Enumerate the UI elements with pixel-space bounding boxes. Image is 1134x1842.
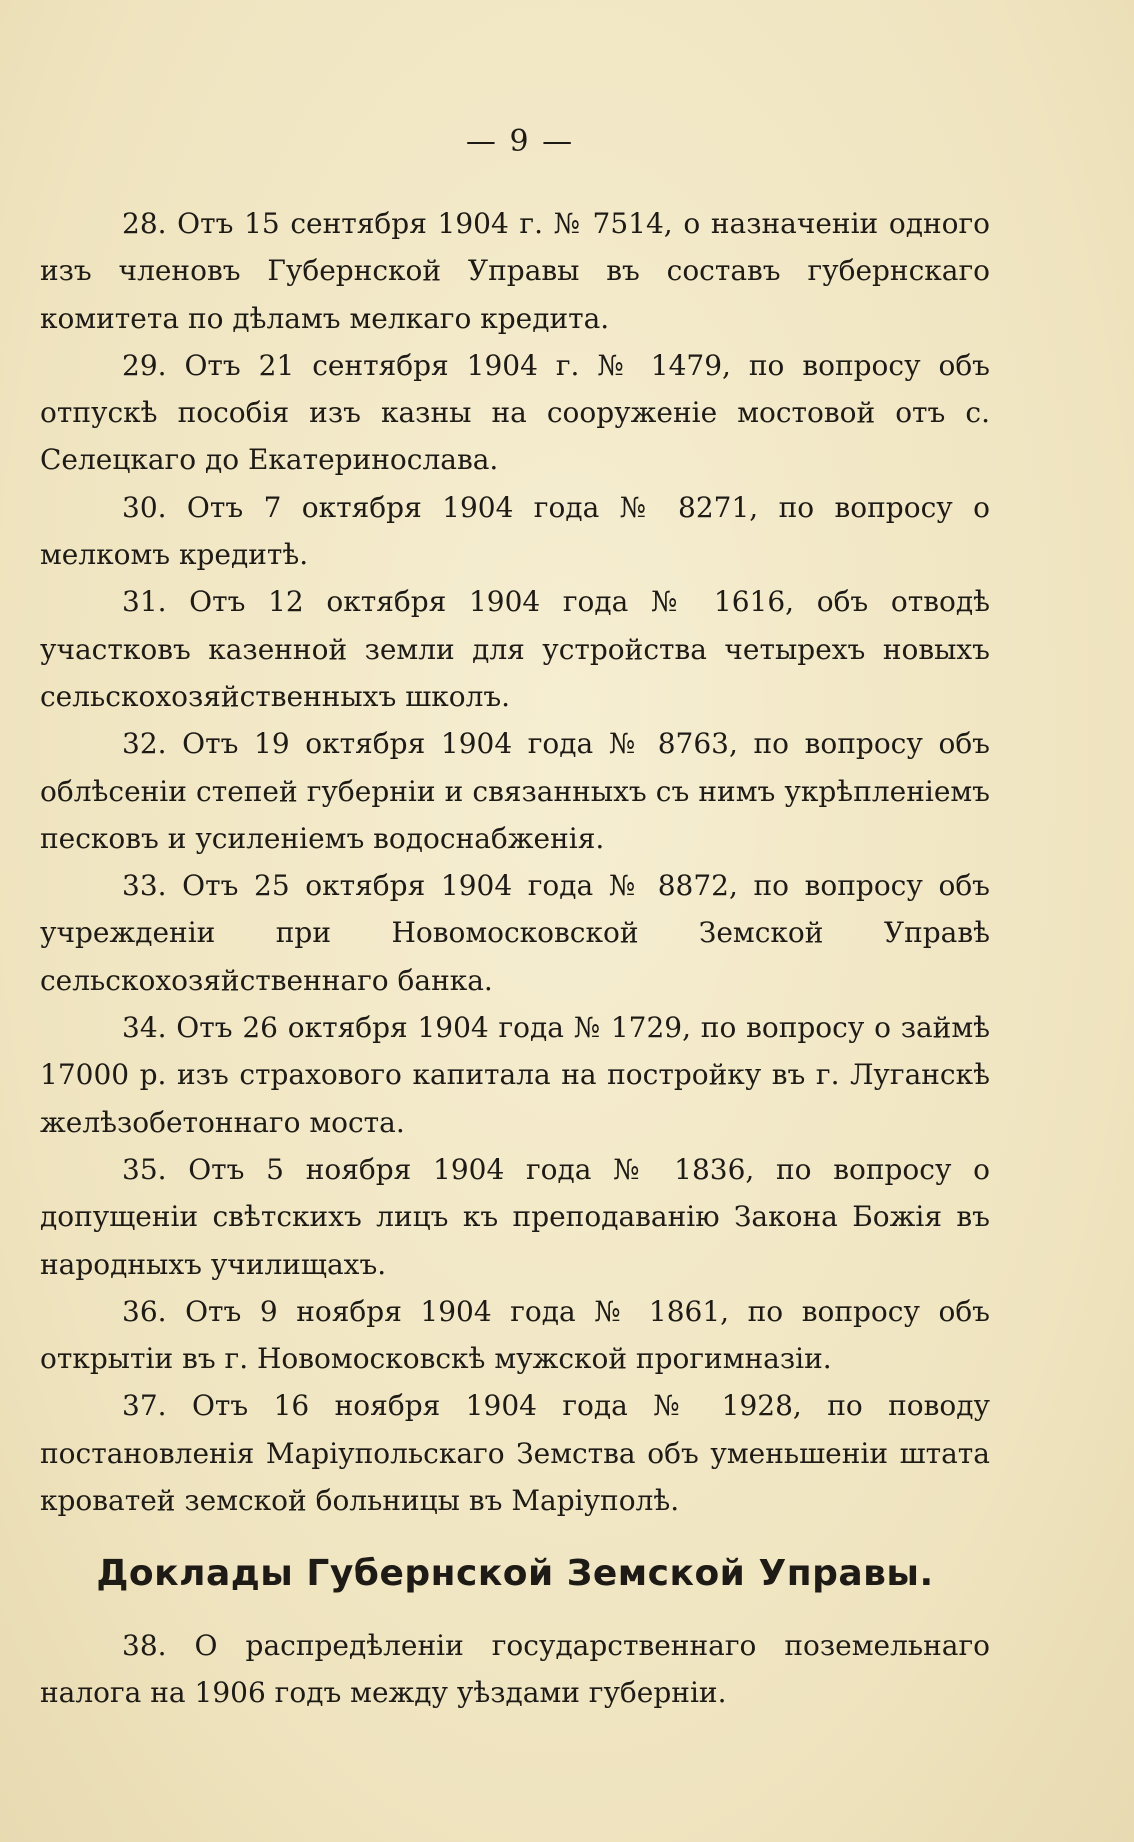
page-number: — 9 — (465, 124, 575, 159)
item-38: 38. О распредѣленіи государственнаго поземельнаго налога на 1906 годъ между уѣздами губерніи. (40, 1628, 990, 1709)
item-33: 33. Отъ 25 октября 1904 года № 8872, по вопросу объ учрежденіи при Новомосковской Земской Управѣ сельскохозяйственнаго банка. (40, 869, 990, 997)
item-30: 30. Отъ 7 октября 1904 года № 8271, по вопросу о мелкомъ кредитѣ. (40, 490, 990, 572)
item-28: 28. Отъ 15 сентября 1904 г. № 7514, о назначеніи одного изъ членовъ Губернской Управы въ составъ губернскаго комитета по дѣламъ мелкаго кредита. (40, 207, 990, 335)
item-36: 36. Отъ 9 ноября 1904 года № 1861, по вопросу объ открытіи въ г. Новомосковскѣ мужской прогимназіи. (40, 1294, 990, 1376)
item-37: 37. Отъ 16 ноября 1904 года № 1928, по поводу постановленія Маріупольскаго Земства объ уменьшеніи штата кроватей земской больницы въ Маріуполѣ. (40, 1389, 990, 1518)
item-34: 34. Отъ 26 октября 1904 года № 1729, по вопросу о займѣ 17000 р. изъ страхового капитала на постройку въ г. Луганскѣ желѣзобетоннаго моста. (40, 1011, 990, 1139)
item-32: 32. Отъ 19 октября 1904 года № 8763, по вопросу объ облѣсеніи степей губерніи и связанныхъ съ нимъ укрѣпленіемъ песковъ и усиленіемъ водоснабженія. (40, 727, 990, 855)
item-31: 31. Отъ 12 октября 1904 года № 1616, объ отводѣ участковъ казенной земли для устройства четырехъ новыхъ сельскохозяйственныхъ школъ. (40, 585, 990, 713)
section-heading: Доклады Губернской Земской Управы. (96, 1553, 934, 1595)
item-29: 29. Отъ 21 сентября 1904 г. № 1479, по вопросу объ отпускѣ пособія изъ казны на сооруженіе мостовой отъ с. Селецкаго до Екатеринослава. (40, 348, 990, 477)
item-35: 35. Отъ 5 ноября 1904 года № 1836, по вопросу о допущеніи свѣтскихъ лицъ къ преподаванію Закона Божія въ народныхъ училищахъ. (40, 1152, 990, 1281)
document-body (40, 200, 990, 1716)
